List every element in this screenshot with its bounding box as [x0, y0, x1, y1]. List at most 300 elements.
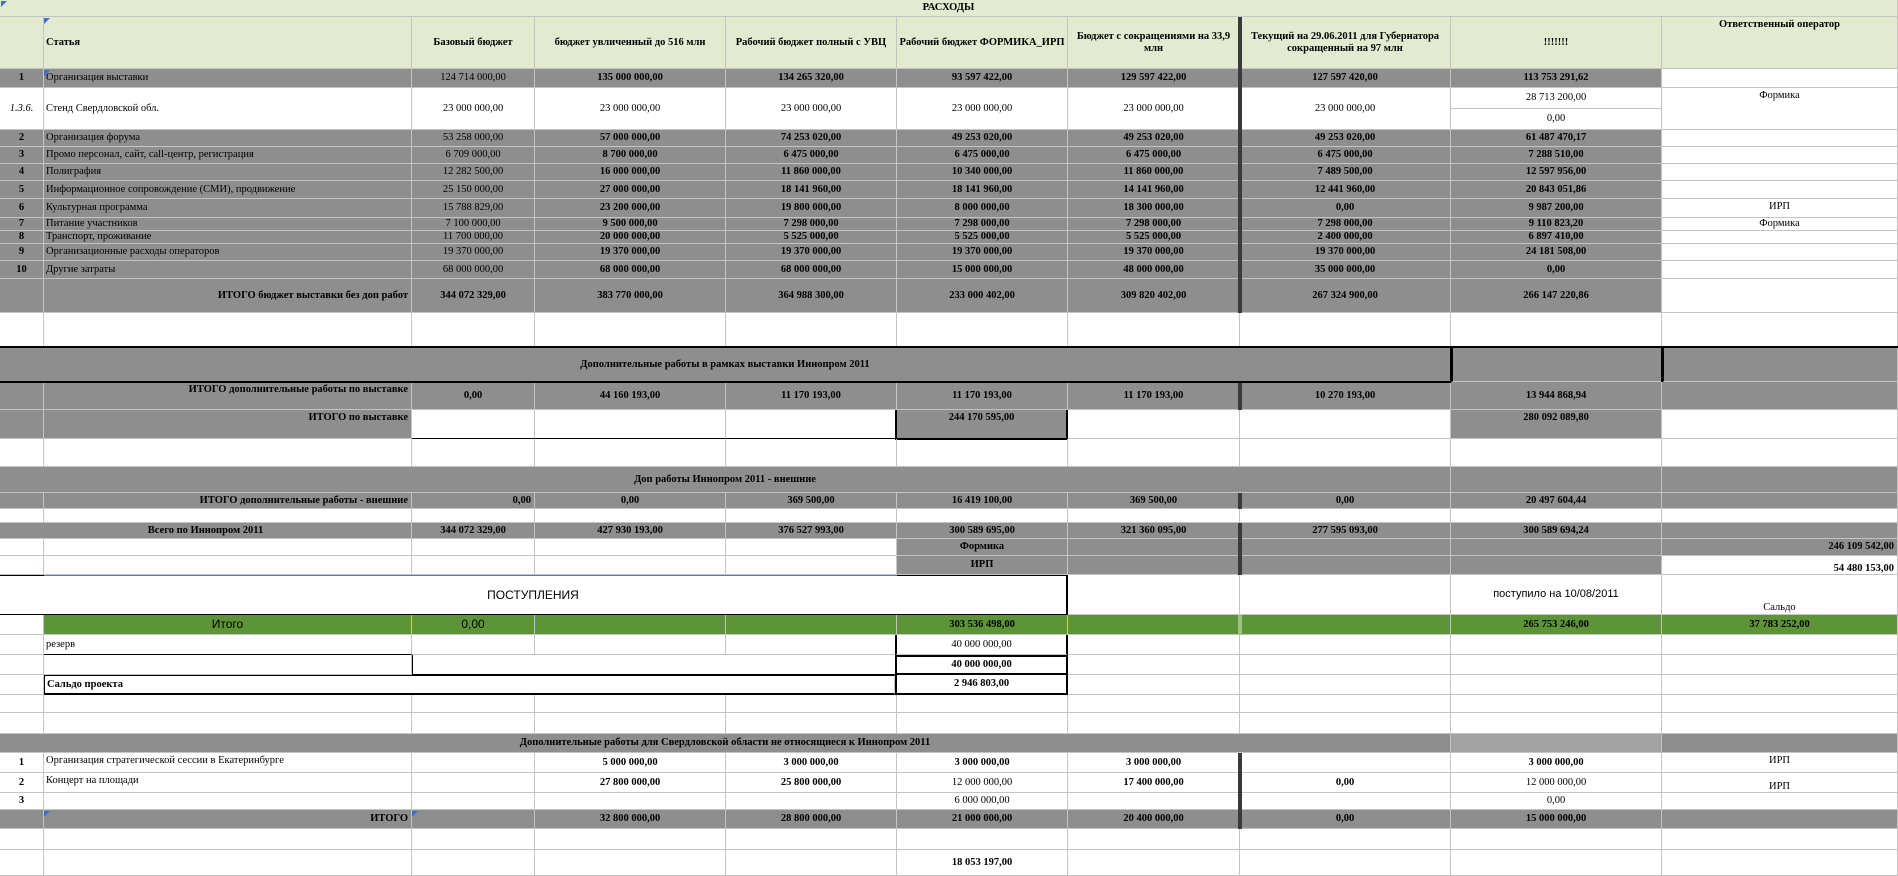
sverd-total-label[interactable]: ИТОГО [44, 810, 412, 829]
sverd-row-working-formika[interactable]: 6 000 000,00 [897, 793, 1068, 810]
sverd-row-reduced[interactable]: 17 400 000,00 [1068, 773, 1240, 793]
empty-cell[interactable] [0, 850, 44, 876]
ext-section-operator[interactable] [1662, 467, 1898, 493]
empty-cell[interactable] [535, 439, 726, 467]
extra-section-excl[interactable] [1451, 346, 1662, 382]
sverd-row-increased[interactable]: 5 000 000,00 [535, 753, 726, 773]
empty-cell[interactable] [726, 713, 897, 734]
row-excl[interactable]: 6 897 410,00 [1451, 231, 1662, 244]
row-working-full[interactable]: 19 800 000,00 [726, 199, 897, 218]
empty-cell[interactable] [1068, 313, 1240, 347]
empty-cell[interactable] [1068, 655, 1240, 675]
empty-cell[interactable] [1451, 635, 1662, 655]
total-working-full[interactable]: 364 988 300,00 [726, 279, 897, 313]
empty-cell[interactable] [535, 713, 726, 734]
itogo-excl[interactable]: 265 753 246,00 [1451, 615, 1662, 635]
empty-cell[interactable] [1451, 850, 1662, 876]
sverd-row-num[interactable]: 3 [0, 793, 44, 810]
empty-cell[interactable] [1240, 655, 1451, 675]
empty-cell[interactable] [726, 509, 897, 523]
empty-cell[interactable] [535, 556, 726, 575]
empty-cell[interactable] [1662, 655, 1898, 675]
empty-cell[interactable] [897, 313, 1068, 347]
row-operator[interactable] [1662, 261, 1898, 279]
itogo-working-full[interactable] [726, 615, 897, 635]
row-excl[interactable]: 20 843 051,86 [1451, 181, 1662, 199]
ext-total-working-full[interactable]: 369 500,00 [726, 493, 897, 509]
reserve-block[interactable] [412, 655, 897, 675]
empty-cell[interactable] [535, 829, 726, 850]
row-working-formika[interactable]: 7 298 000,00 [897, 218, 1068, 231]
empty-cell[interactable] [1662, 713, 1898, 734]
row-operator[interactable]: Формика [1662, 88, 1898, 130]
empty-cell[interactable] [897, 509, 1068, 523]
sverd-total-base[interactable] [412, 810, 535, 829]
row-item[interactable]: Стенд Свердловской обл. [44, 88, 412, 130]
sverd-row-base[interactable] [412, 753, 535, 773]
row-working-full[interactable]: 68 000 000,00 [726, 261, 897, 279]
expo-total-reduced[interactable] [1068, 410, 1240, 439]
empty-cell[interactable] [726, 695, 897, 713]
sverd-row-reduced[interactable] [1068, 793, 1240, 810]
empty-cell[interactable] [44, 850, 412, 876]
empty-cell[interactable] [535, 509, 726, 523]
row-operator[interactable]: ИРП [1662, 199, 1898, 218]
row-num[interactable]: 4 [0, 164, 44, 181]
sverd-total-operator[interactable] [1662, 810, 1898, 829]
header-reduced[interactable]: Бюджет с сокращениями на 33,9 млн [1068, 17, 1240, 69]
empty-cell[interactable] [0, 556, 44, 575]
empty-cell[interactable] [1662, 635, 1898, 655]
empty-cell[interactable] [1451, 675, 1662, 695]
row-increased[interactable]: 27 000 000,00 [535, 181, 726, 199]
income-current[interactable] [1240, 575, 1451, 615]
row-working-formika[interactable]: 49 253 020,00 [897, 130, 1068, 147]
empty-cell[interactable] [412, 713, 535, 734]
empty-cell[interactable] [1068, 675, 1240, 695]
itogo-label[interactable]: Итого [44, 615, 412, 635]
row-increased[interactable]: 19 370 000,00 [535, 244, 726, 261]
empty-cell[interactable] [1068, 635, 1240, 655]
expo-total-base[interactable] [412, 410, 535, 439]
all-total-working-full[interactable]: 376 527 993,00 [726, 523, 897, 539]
irp-excl[interactable] [1451, 556, 1662, 575]
row-item[interactable]: Культурная программа [44, 199, 412, 218]
empty-cell[interactable] [535, 539, 726, 556]
empty-cell[interactable] [1240, 695, 1451, 713]
bottom-value[interactable]: 18 053 197,00 [897, 850, 1068, 876]
row-working-full[interactable]: 6 475 000,00 [726, 147, 897, 164]
row-reduced[interactable]: 18 300 000,00 [1068, 199, 1240, 218]
row-working-full[interactable]: 18 141 960,00 [726, 181, 897, 199]
sverd-row-current[interactable] [1240, 793, 1451, 810]
sverd-row-item[interactable] [44, 793, 412, 810]
ext-total-increased[interactable]: 0,00 [535, 493, 726, 509]
extra-total-working-formika[interactable]: 11 170 193,00 [897, 382, 1068, 410]
empty-cell[interactable] [726, 556, 897, 575]
all-total-operator[interactable] [1662, 523, 1898, 539]
empty-cell[interactable] [1451, 713, 1662, 734]
empty-cell[interactable] [1662, 439, 1898, 467]
empty-cell[interactable] [0, 313, 44, 347]
row-operator[interactable] [1662, 244, 1898, 261]
empty-cell[interactable] [726, 313, 897, 347]
empty-cell[interactable] [1451, 829, 1662, 850]
empty-cell[interactable] [1240, 509, 1451, 523]
itogo-reduced[interactable] [1068, 615, 1240, 635]
sverd-total-num[interactable] [0, 810, 44, 829]
row-working-formika[interactable]: 18 141 960,00 [897, 181, 1068, 199]
empty-cell[interactable] [1240, 675, 1451, 695]
row-base[interactable]: 6 709 000,00 [412, 147, 535, 164]
empty-cell[interactable] [1068, 509, 1240, 523]
empty-cell[interactable] [0, 509, 44, 523]
irp-current[interactable] [1240, 556, 1451, 575]
row-working-full[interactable]: 5 525 000,00 [726, 231, 897, 244]
row-reduced[interactable]: 7 298 000,00 [1068, 218, 1240, 231]
empty-cell[interactable] [1662, 695, 1898, 713]
sverd-row-reduced[interactable]: 3 000 000,00 [1068, 753, 1240, 773]
empty-cell[interactable] [1451, 655, 1662, 675]
empty-cell[interactable] [726, 439, 897, 467]
row-excl[interactable]: 24 181 508,00 [1451, 244, 1662, 261]
row-increased[interactable]: 57 000 000,00 [535, 130, 726, 147]
empty-cell[interactable] [44, 556, 412, 575]
header-working-formika[interactable]: Рабочий бюджет ФОРМИКА_ИРП [897, 17, 1068, 69]
total-excl[interactable]: 266 147 220,86 [1451, 279, 1662, 313]
header-excl[interactable]: !!!!!!! [1451, 17, 1662, 69]
empty-cell[interactable] [0, 675, 44, 695]
row-current[interactable]: 19 370 000,00 [1240, 244, 1451, 261]
itogo-num[interactable] [0, 615, 44, 635]
header-increased[interactable]: бюджет увличенный до 516 млн [535, 17, 726, 69]
row-num[interactable]: 7 [0, 218, 44, 231]
row-operator[interactable] [1662, 164, 1898, 181]
row-num[interactable]: 3 [0, 147, 44, 164]
row-excl[interactable]: 7 288 510,00 [1451, 147, 1662, 164]
empty-cell[interactable] [1068, 713, 1240, 734]
empty-cell[interactable] [44, 829, 412, 850]
empty-cell[interactable] [1240, 829, 1451, 850]
total-base[interactable]: 344 072 329,00 [412, 279, 535, 313]
sverd-row-operator[interactable] [1662, 793, 1898, 810]
row-num[interactable]: 9 [0, 244, 44, 261]
empty-cell[interactable] [1240, 713, 1451, 734]
all-total-label[interactable]: Всего по Иннопром 2011 [0, 523, 412, 539]
row-working-formika[interactable]: 5 525 000,00 [897, 231, 1068, 244]
row-current[interactable]: 35 000 000,00 [1240, 261, 1451, 279]
row-reduced[interactable]: 129 597 422,00 [1068, 69, 1240, 88]
total-current[interactable]: 267 324 900,00 [1240, 279, 1451, 313]
ext-total-base[interactable]: 0,00 [412, 493, 535, 509]
ext-total-operator[interactable] [1662, 493, 1898, 509]
empty-cell[interactable] [44, 695, 412, 713]
empty-cell[interactable] [535, 313, 726, 347]
row-current[interactable]: 12 441 960,00 [1240, 181, 1451, 199]
row-item[interactable]: Транспорт, проживание [44, 231, 412, 244]
ext-section-title[interactable]: Доп работы Иннопром 2011 - внешние [0, 467, 1451, 493]
expo-total-num[interactable] [0, 410, 44, 439]
header-current[interactable]: Текущий на 29.06.2011 для Губернатора сокращенный на 97 млн [1240, 17, 1451, 69]
row-base[interactable]: 53 258 000,00 [412, 130, 535, 147]
ext-total-excl[interactable]: 20 497 604,44 [1451, 493, 1662, 509]
empty-cell[interactable] [1662, 313, 1898, 347]
empty-cell[interactable] [1240, 635, 1451, 655]
row-working-full[interactable]: 23 000 000,00 [726, 88, 897, 130]
row-base[interactable]: 68 000 000,00 [412, 261, 535, 279]
empty-cell[interactable] [1240, 313, 1451, 347]
empty-cell[interactable] [535, 850, 726, 876]
formika-value[interactable]: 246 109 542,00 [1662, 539, 1898, 556]
project-saldo-value[interactable]: 2 946 803,00 [895, 675, 1068, 695]
extra-total-current[interactable]: 10 270 193,00 [1240, 382, 1451, 410]
row-base[interactable]: 15 788 829,00 [412, 199, 535, 218]
formika-label[interactable]: Формика [897, 539, 1068, 556]
all-total-reduced[interactable]: 321 360 095,00 [1068, 523, 1240, 539]
row-current[interactable]: 2 400 000,00 [1240, 231, 1451, 244]
empty-cell[interactable] [1068, 695, 1240, 713]
sverd-total-working-full[interactable]: 28 800 000,00 [726, 810, 897, 829]
empty-cell[interactable] [44, 655, 412, 675]
empty-cell[interactable] [1240, 439, 1451, 467]
empty-cell[interactable] [1451, 439, 1662, 467]
row-reduced[interactable]: 48 000 000,00 [1068, 261, 1240, 279]
empty-cell[interactable] [412, 509, 535, 523]
row-excl[interactable]: 113 753 291,62 [1451, 69, 1662, 88]
empty-cell[interactable] [726, 850, 897, 876]
empty-cell[interactable] [0, 829, 44, 850]
row-current[interactable]: 49 253 020,00 [1240, 130, 1451, 147]
ext-total-reduced[interactable]: 369 500,00 [1068, 493, 1240, 509]
empty-cell[interactable] [44, 313, 412, 347]
irp-value[interactable]: 54 480 153,00 [1662, 556, 1898, 575]
row-operator[interactable] [1662, 181, 1898, 199]
sverd-row-excl[interactable]: 12 000 000,00 [1451, 773, 1662, 793]
expo-total-excl[interactable]: 280 092 089,80 [1451, 410, 1662, 439]
empty-cell[interactable] [44, 439, 412, 467]
total-working-formika[interactable]: 233 000 402,00 [897, 279, 1068, 313]
empty-cell[interactable] [0, 655, 44, 675]
sverd-row-operator[interactable]: ИРП [1662, 773, 1898, 793]
extra-total-base[interactable]: 0,00 [412, 382, 535, 410]
row-item[interactable]: Промо персонал, сайт, call-центр, регистрация [44, 147, 412, 164]
empty-cell[interactable] [726, 829, 897, 850]
empty-cell[interactable] [0, 635, 44, 655]
row-num[interactable]: 5 [0, 181, 44, 199]
row-working-formika[interactable]: 15 000 000,00 [897, 261, 1068, 279]
sverd-row-base[interactable] [412, 793, 535, 810]
row-increased[interactable]: 23 000 000,00 [535, 88, 726, 130]
empty-cell[interactable] [44, 713, 412, 734]
row-base[interactable]: 19 370 000,00 [412, 244, 535, 261]
empty-cell[interactable] [1240, 850, 1451, 876]
row-num[interactable]: 1.3.6. [0, 88, 44, 130]
row-excl[interactable]: 61 487 470,17 [1451, 130, 1662, 147]
header-item[interactable]: Статья [44, 17, 412, 69]
row-increased[interactable]: 68 000 000,00 [535, 261, 726, 279]
empty-cell[interactable] [1451, 509, 1662, 523]
empty-cell[interactable] [412, 313, 535, 347]
ext-total-working-formika[interactable]: 16 419 100,00 [897, 493, 1068, 509]
empty-cell[interactable] [1662, 850, 1898, 876]
empty-cell[interactable] [0, 695, 44, 713]
all-total-base[interactable]: 344 072 329,00 [412, 523, 535, 539]
formika-reduced[interactable] [1068, 539, 1240, 556]
row-num[interactable]: 8 [0, 231, 44, 244]
empty-cell[interactable] [412, 539, 535, 556]
row-increased[interactable]: 23 200 000,00 [535, 199, 726, 218]
extra-section-title[interactable]: Дополнительные работы в рамках выставки Иннопром 2011 [0, 346, 1451, 382]
sverd-row-current[interactable] [1240, 753, 1451, 773]
sverd-total-current[interactable]: 0,00 [1240, 810, 1451, 829]
row-working-formika[interactable]: 6 475 000,00 [897, 147, 1068, 164]
row-working-full[interactable]: 19 370 000,00 [726, 244, 897, 261]
row-operator[interactable] [1662, 231, 1898, 244]
row-base[interactable]: 12 282 500,00 [412, 164, 535, 181]
sverd-section-excl[interactable] [1451, 734, 1662, 753]
empty-cell[interactable] [0, 713, 44, 734]
empty-cell[interactable] [412, 829, 535, 850]
row-base[interactable]: 7 100 000,00 [412, 218, 535, 231]
empty-cell[interactable] [897, 695, 1068, 713]
all-total-working-formika[interactable]: 300 589 695,00 [897, 523, 1068, 539]
row-current[interactable]: 6 475 000,00 [1240, 147, 1451, 164]
irp-reduced[interactable] [1068, 556, 1240, 575]
all-total-excl[interactable]: 300 589 694,24 [1451, 523, 1662, 539]
expo-total-increased[interactable] [535, 410, 726, 439]
itogo-base[interactable]: 0,00 [412, 615, 535, 635]
sverd-row-increased[interactable] [535, 793, 726, 810]
row-increased[interactable]: 135 000 000,00 [535, 69, 726, 88]
empty-cell[interactable] [1451, 313, 1662, 347]
ext-section-excl[interactable] [1451, 467, 1662, 493]
row-base[interactable]: 124 714 000,00 [412, 69, 535, 88]
sverd-total-excl[interactable]: 15 000 000,00 [1451, 810, 1662, 829]
row-excl-second[interactable]: 0,00 [1451, 109, 1662, 130]
empty-cell[interactable] [412, 556, 535, 575]
empty-cell[interactable] [1068, 439, 1240, 467]
row-working-full[interactable]: 134 265 320,00 [726, 69, 897, 88]
row-operator[interactable] [1662, 147, 1898, 164]
empty-cell[interactable] [1662, 829, 1898, 850]
empty-cell[interactable] [0, 539, 44, 556]
row-base[interactable]: 23 000 000,00 [412, 88, 535, 130]
row-item[interactable]: Другие затраты [44, 261, 412, 279]
income-received-label[interactable]: поступило на 10/08/2011 [1451, 575, 1662, 615]
empty-cell[interactable] [897, 829, 1068, 850]
row-item[interactable]: Организация форума [44, 130, 412, 147]
income-reduced[interactable] [1068, 575, 1240, 615]
row-item[interactable]: Организация выставки [44, 69, 412, 88]
expo-total-current[interactable] [1240, 410, 1451, 439]
all-total-current[interactable]: 277 595 093,00 [1240, 523, 1451, 539]
total-increased[interactable]: 383 770 000,00 [535, 279, 726, 313]
row-operator[interactable] [1662, 130, 1898, 147]
extra-total-num[interactable] [0, 382, 44, 410]
row-reduced[interactable]: 6 475 000,00 [1068, 147, 1240, 164]
extra-total-increased[interactable]: 44 160 193,00 [535, 382, 726, 410]
sverd-row-excl[interactable]: 0,00 [1451, 793, 1662, 810]
extra-total-operator[interactable] [1662, 382, 1898, 410]
header-num[interactable] [0, 17, 44, 69]
sverd-row-excl[interactable]: 3 000 000,00 [1451, 753, 1662, 773]
reserve-total[interactable]: 40 000 000,00 [895, 655, 1068, 675]
row-base[interactable]: 11 700 000,00 [412, 231, 535, 244]
empty-cell[interactable] [44, 539, 412, 556]
saldo-label[interactable]: Сальдо [1662, 575, 1898, 615]
total-label[interactable]: ИТОГО бюджет выставки без доп работ [44, 279, 412, 313]
row-working-full[interactable]: 7 298 000,00 [726, 218, 897, 231]
formika-excl[interactable] [1451, 539, 1662, 556]
irp-label[interactable]: ИРП [897, 556, 1068, 575]
row-working-formika[interactable]: 93 597 422,00 [897, 69, 1068, 88]
row-working-full[interactable]: 74 253 020,00 [726, 130, 897, 147]
formika-current[interactable] [1240, 539, 1451, 556]
sverd-row-item[interactable]: Организация стратегической сессии в Екатеринбурге [44, 753, 412, 773]
sverd-row-num[interactable]: 1 [0, 753, 44, 773]
empty-cell[interactable] [412, 850, 535, 876]
row-reduced[interactable]: 14 141 960,00 [1068, 181, 1240, 199]
empty-cell[interactable] [412, 635, 535, 655]
empty-cell[interactable] [726, 635, 897, 655]
sverd-row-num[interactable]: 2 [0, 773, 44, 793]
row-working-formika[interactable]: 10 340 000,00 [897, 164, 1068, 181]
sverd-section-title[interactable]: Дополнительные работы для Свердловской области не относящиеся к Иннопром 2011 [0, 734, 1451, 753]
sverd-total-increased[interactable]: 32 800 000,00 [535, 810, 726, 829]
row-increased[interactable]: 9 500 000,00 [535, 218, 726, 231]
sverd-total-reduced[interactable]: 20 400 000,00 [1068, 810, 1240, 829]
row-num[interactable]: 1 [0, 69, 44, 88]
empty-cell[interactable] [897, 439, 1068, 467]
empty-cell[interactable] [726, 539, 897, 556]
extra-total-working-full[interactable]: 11 170 193,00 [726, 382, 897, 410]
row-item[interactable]: Информационное сопровождение (СМИ), продвижение [44, 181, 412, 199]
sverd-row-working-full[interactable] [726, 793, 897, 810]
empty-cell[interactable] [0, 439, 44, 467]
itogo-formika[interactable]: 303 536 498,00 [897, 615, 1068, 635]
sverd-row-operator[interactable]: ИРП [1662, 753, 1898, 773]
row-excl[interactable]: 9 987 200,00 [1451, 199, 1662, 218]
sverd-row-increased[interactable]: 27 800 000,00 [535, 773, 726, 793]
sverd-section-operator[interactable] [1662, 734, 1898, 753]
itogo-increased[interactable] [535, 615, 726, 635]
sverd-row-working-formika[interactable]: 3 000 000,00 [897, 753, 1068, 773]
sverd-row-current[interactable]: 0,00 [1240, 773, 1451, 793]
empty-cell[interactable] [412, 439, 535, 467]
row-operator[interactable] [1662, 69, 1898, 88]
all-total-increased[interactable]: 427 930 193,00 [535, 523, 726, 539]
row-excl[interactable]: 0,00 [1451, 261, 1662, 279]
row-item[interactable]: Полиграфия [44, 164, 412, 181]
empty-cell[interactable] [535, 635, 726, 655]
header-working-full[interactable]: Рабочий бюджет полный с УВЦ [726, 17, 897, 69]
empty-cell[interactable] [535, 695, 726, 713]
total-num[interactable] [0, 279, 44, 313]
extra-total-excl[interactable]: 13 944 868,94 [1451, 382, 1662, 410]
row-reduced[interactable]: 5 525 000,00 [1068, 231, 1240, 244]
extra-section-operator[interactable] [1662, 346, 1898, 382]
empty-cell[interactable] [44, 509, 412, 523]
row-num[interactable]: 10 [0, 261, 44, 279]
row-current[interactable]: 7 298 000,00 [1240, 218, 1451, 231]
project-saldo-label[interactable]: Сальдо проекта [44, 675, 895, 695]
total-reduced[interactable]: 309 820 402,00 [1068, 279, 1240, 313]
row-reduced[interactable]: 23 000 000,00 [1068, 88, 1240, 130]
reserve-label[interactable]: резерв [44, 635, 412, 655]
ext-total-num[interactable] [0, 493, 44, 509]
row-base[interactable]: 25 150 000,00 [412, 181, 535, 199]
empty-cell[interactable] [1662, 509, 1898, 523]
